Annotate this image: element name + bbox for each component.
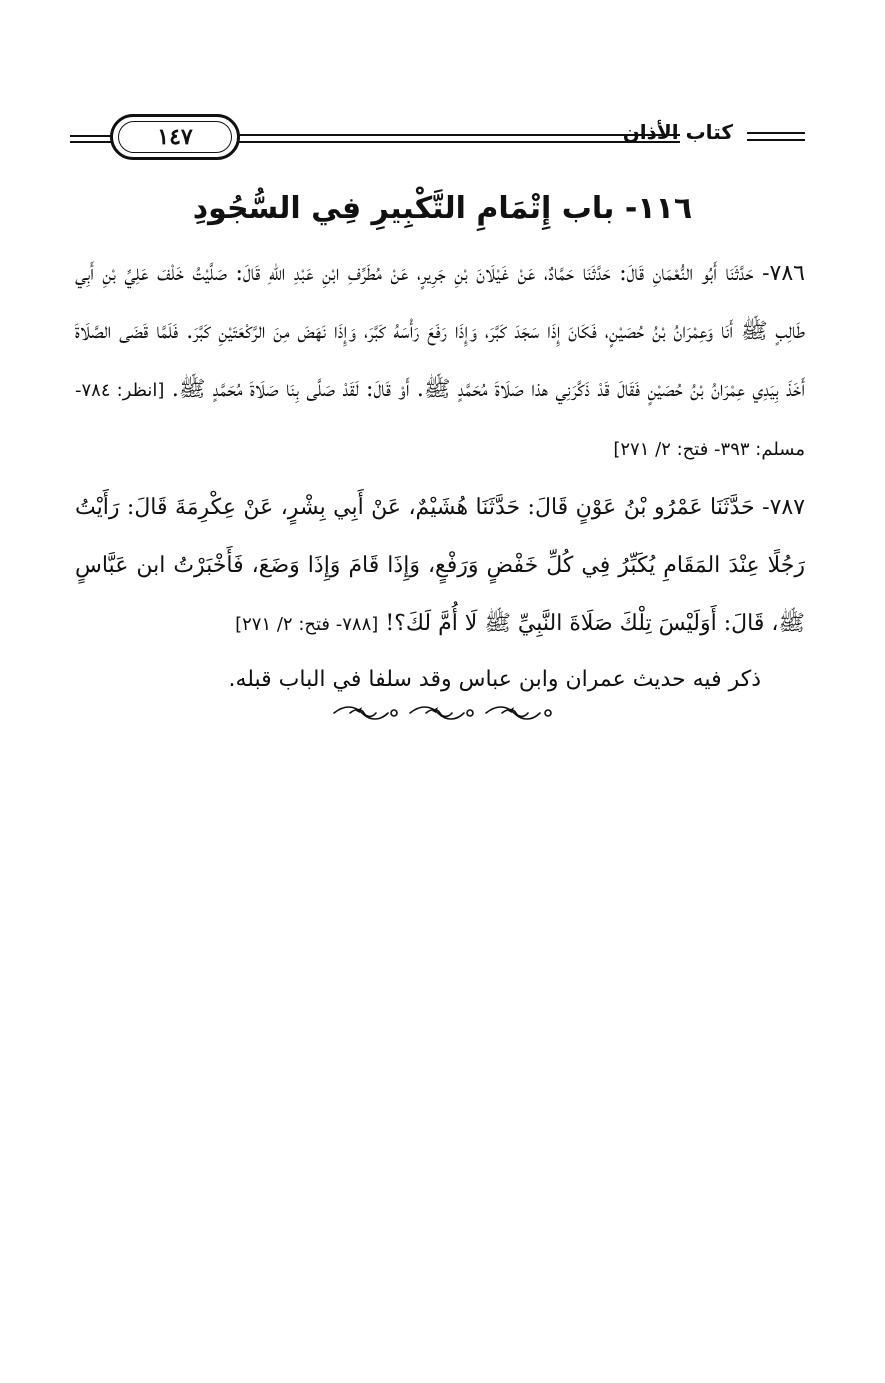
hadith-number: ٧٨٦- [762, 261, 805, 286]
page-number: ١٤٧ [157, 124, 193, 150]
hadith-reference: [٧٨٨- فتح: ٢/ ٢٧١] [235, 614, 379, 635]
hadith-reference: [انظر: ٧٨٤- مسلم: ٣٩٣- فتح: ٢/ ٢٧١] [75, 380, 805, 460]
flourish-ornament-icon [328, 701, 558, 725]
hadith-number: ٧٨٧- [762, 495, 806, 520]
hadith-paragraph [75, 479, 805, 654]
section-ornament [0, 698, 885, 728]
header-rule [747, 139, 805, 141]
running-title: كتاب الأذان [622, 120, 733, 144]
body-text [75, 245, 805, 706]
hadith-paragraph [75, 245, 805, 479]
commentary: ذكر فيه حديث عمران وابن عباس وقد سلفا في الباب قبله. [228, 667, 761, 692]
header-rule [747, 132, 805, 134]
chapter-heading: ١١٦- باب إِتْمَامِ التَّكْبِيرِ فِي السُّجُودِ [192, 191, 693, 226]
header-rule [238, 141, 680, 143]
hadith-text: حَدَّثَنَا أَبُو النُّعْمَانِ قَالَ: حَدَّثَنَا حَمَّادٌ، عَنْ غَيْلَانَ بْنِ جَرِيرٍ، عَنْ مُطَرِّفِ ابْنِ عَبْدِ اللهِ قَالَ: صَلَّيْتُ خَلْفَ عَلِيِّ بْنِ أَبِي طَالِبٍ ﷺ أَنَا وَعِمْرَانُ بْنُ حُصَيْنٍ، فَكَانَ إِذَا سَجَدَ كَبَّرَ، وَإِذَا رَفَعَ رَأْسَهُ كَبَّرَ، وَإِذَا نَهَضَ مِنَ الرَّكْعَتَيْنِ كَبَّرَ. فَلَمَّا قَضَى الصَّلَاةَ أَخَذَ بِيَدِي عِمْرَانُ بْنُ حُصَيْنٍ فَقَالَ قَدْ ذَكَّرَنِي هذا صَلَاةَ مُحَمَّدٍ ﷺ. أَوْ قَالَ: لَقَدْ صَلَّى بِنَا صَلَاةَ مُحَمَّدٍ ﷺ. [75, 261, 805, 402]
page-number-frame [110, 114, 240, 160]
page-header [70, 112, 805, 162]
hadith-text: حَدَّثَنَا عَمْرُو بْنُ عَوْنٍ قَالَ: حَدَّثَنَا هُشَيْمٌ، عَنْ أَبِي بِشْرٍ، عَنْ عِكْرِمَةَ قَالَ: رَأَيْتُ رَجُلًا عِنْدَ المَقَامِ يُكَبِّرُ فِي كُلِّ خَفْضٍ وَرَفْعٍ، وَإِذَا قَامَ وَإِذَا وَضَعَ، فَأَخْبَرْتُ ابن عَبَّاسٍ ﷺ، قَالَ: أَوَلَيْسَ تِلْكَ صَلَاةَ النَّبِيِّ ﷺ لَا أُمَّ لَكَ؟! [75, 495, 805, 636]
header-rule [238, 134, 680, 136]
